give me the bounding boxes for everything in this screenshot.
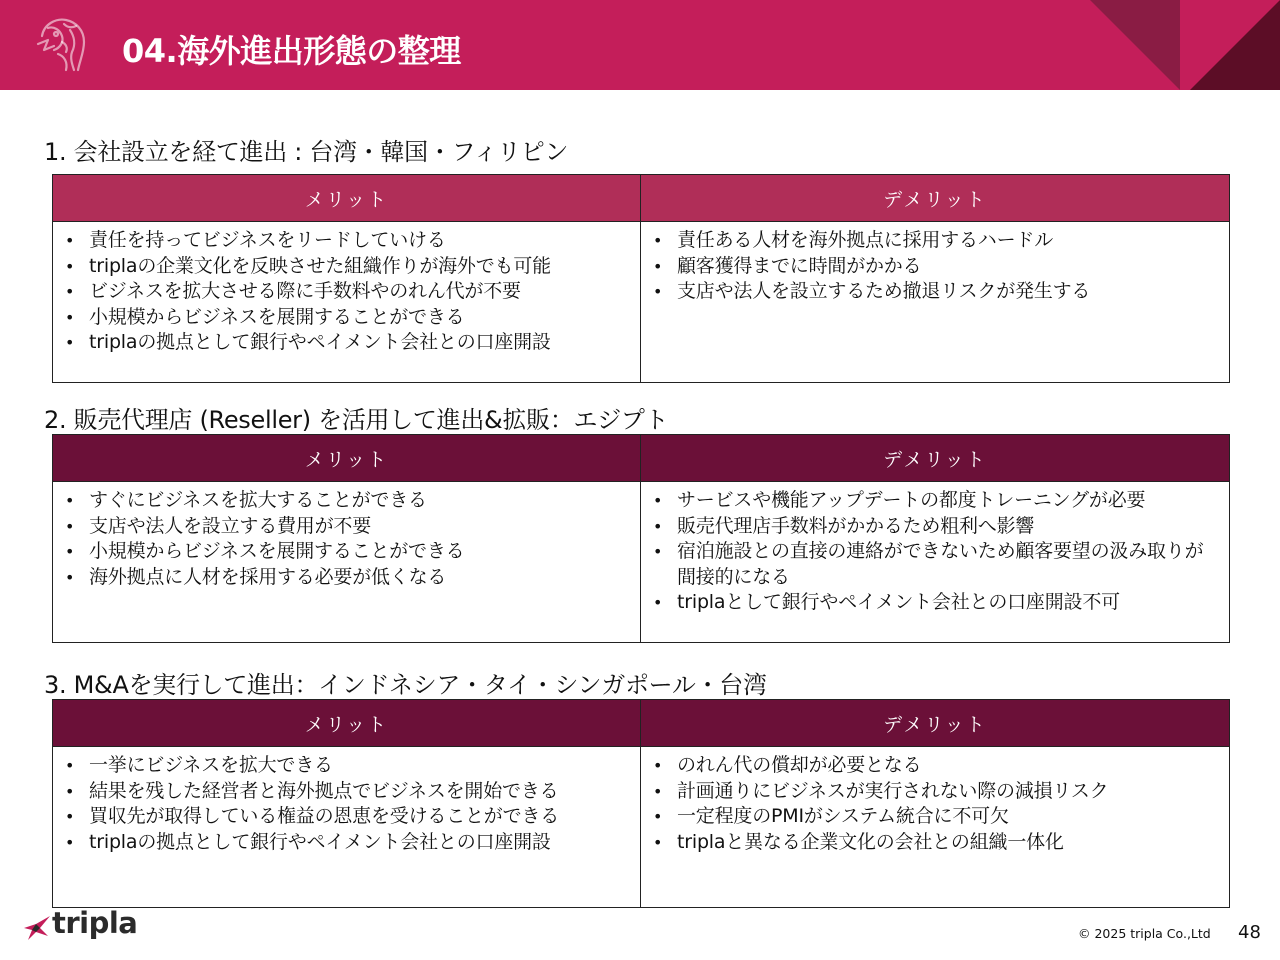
list-item: • 買収先が取得している権益の恩恵を受けることができる: [89, 804, 640, 830]
list-item: • triplaの拠点として銀行やペイメント会社との口座開設: [89, 330, 640, 356]
demerit-cell: [641, 747, 1230, 908]
section-2-table: [52, 434, 1230, 643]
tripla-bird-icon: [22, 914, 52, 944]
list-item: • 小規模からビジネスを展開することができる: [89, 305, 640, 331]
section-2-title: 2. 販売代理店 (Reseller) を活用して進出&拡販：エジプト: [44, 406, 669, 434]
merit-header: メリット: [53, 175, 641, 222]
list-item: • 海外拠点に人材を採用する必要が低くなる: [89, 565, 640, 591]
list-item: • 支店や法人を設立する費用が不要: [89, 514, 640, 540]
page-title: 04.海外進出形態の整理: [122, 32, 461, 70]
list-item: • 結果を残した経営者と海外拠点でビジネスを開始できる: [89, 779, 640, 805]
list-item: • のれん代の償却が必要となる: [677, 753, 1229, 779]
footer-logo-text: tripla: [52, 906, 138, 940]
list-item: • triplaとして銀行やペイメント会社との口座開設不可: [677, 590, 1219, 616]
list-item: • 一定程度のPMIがシステム統合に不可欠: [677, 804, 1229, 830]
list-item: • すぐにビジネスを拡大することができる: [89, 488, 640, 514]
page-number: 48: [1238, 922, 1261, 943]
section-3-title: 3. M&Aを実行して進出：インドネシア・タイ・シンガポール・台湾: [44, 671, 767, 699]
list-item: • 販売代理店手数料がかかるため粗利へ影響: [677, 514, 1219, 540]
list-item: • triplaの企業文化を反映させた組織作りが海外でも可能: [89, 254, 640, 280]
section-1-title: 1. 会社設立を経て進出 : 台湾・韓国・フィリピン: [44, 138, 569, 166]
list-item: • 宿泊施設との直接の連絡ができないため顧客要望の汲み取りが間接的になる: [677, 539, 1219, 590]
merit-cell: [53, 747, 641, 908]
merit-cell: [53, 482, 641, 643]
demerit-header: デメリット: [641, 175, 1230, 222]
list-item: • サービスや機能アップデートの都度トレーニングが必要: [677, 488, 1219, 514]
list-item: • triplaの拠点として銀行やペイメント会社との口座開設: [89, 830, 640, 856]
list-item: • 小規模からビジネスを展開することができる: [89, 539, 640, 565]
merit-cell: [53, 222, 641, 383]
list-item: • 一挙にビジネスを拡大できる: [89, 753, 640, 779]
list-item: • ビジネスを拡大させる際に手数料やのれん代が不要: [89, 279, 640, 305]
demerit-cell: [641, 222, 1230, 383]
demerit-header: デメリット: [641, 700, 1230, 747]
section-3-table: [52, 699, 1230, 908]
list-item: • 顧客獲得までに時間がかかる: [677, 254, 1229, 280]
list-item: • 責任ある人材を海外拠点に採用するハードル: [677, 228, 1229, 254]
list-item: • 支店や法人を設立するため撤退リスクが発生する: [677, 279, 1229, 305]
lion-head-icon: [34, 14, 92, 76]
corner-decoration: [1090, 0, 1280, 90]
header-bar: [0, 0, 1280, 90]
section-1-table: [52, 174, 1230, 383]
list-item: • triplaと異なる企業文化の会社との組織一体化: [677, 830, 1229, 856]
copyright: © 2025 tripla Co.,Ltd: [1078, 926, 1211, 941]
merit-header: メリット: [53, 435, 641, 482]
list-item: • 責任を持ってビジネスをリードしていける: [89, 228, 640, 254]
demerit-cell: [641, 482, 1230, 643]
list-item: • 計画通りにビジネスが実行されない際の減損リスク: [677, 779, 1229, 805]
demerit-header: デメリット: [641, 435, 1230, 482]
merit-header: メリット: [53, 700, 641, 747]
